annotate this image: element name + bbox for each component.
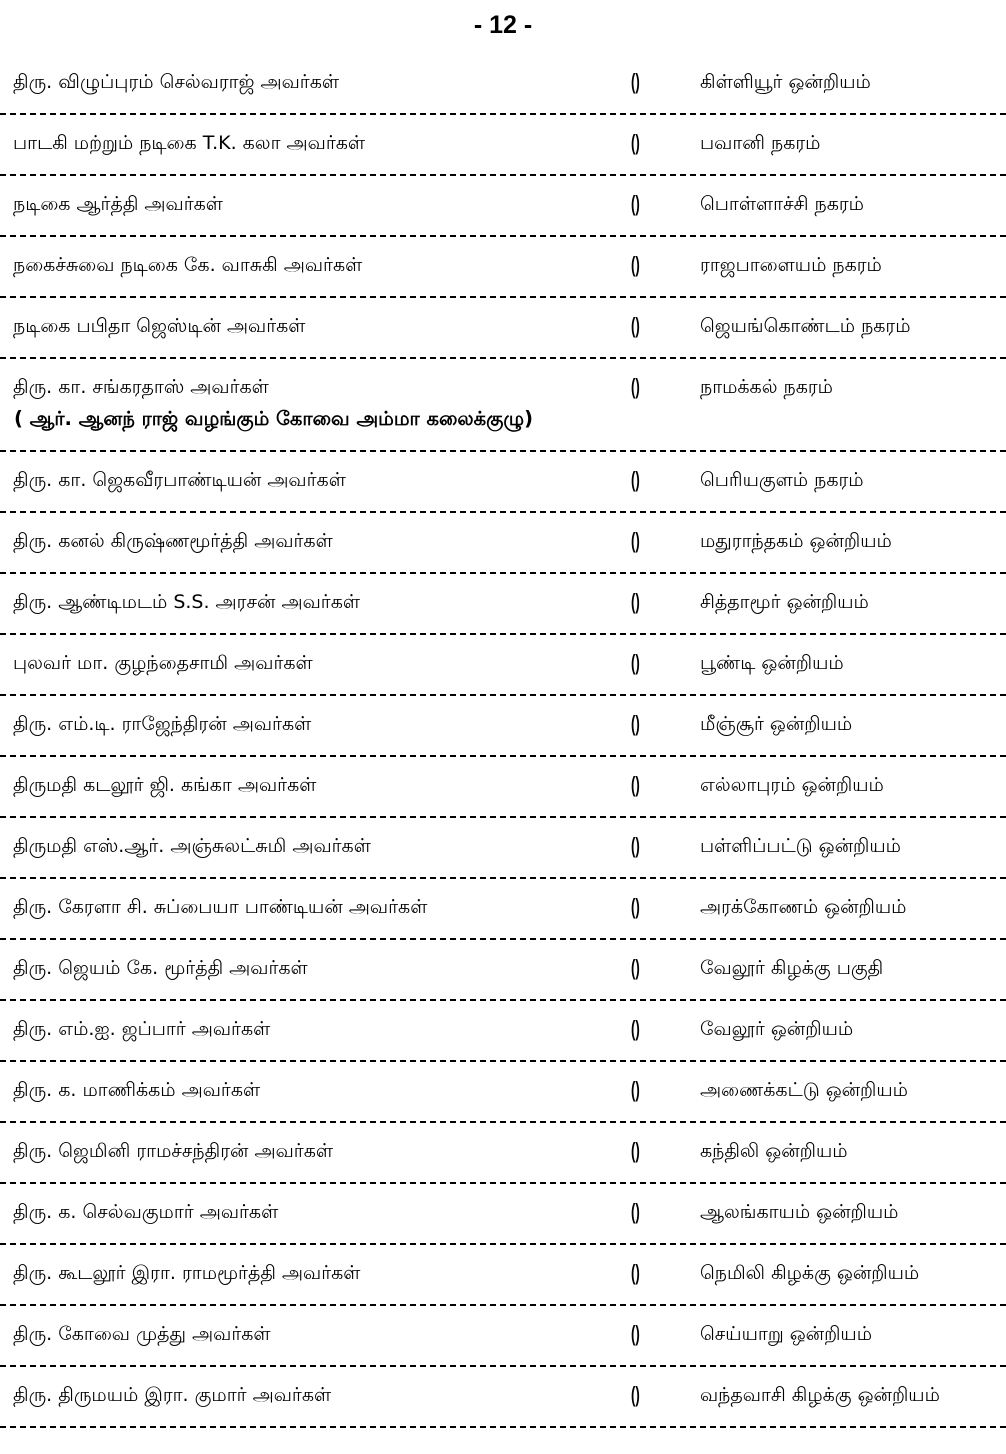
place-name: பொள்ளாச்சி நகரம் — [700, 193, 864, 215]
place-name: எல்லாபுரம் ஒன்றியம் — [700, 774, 884, 796]
separator-mark: () — [631, 650, 640, 675]
place-name: பூண்டி ஒன்றியம் — [700, 652, 844, 674]
page-number: - 12 - — [473, 11, 533, 39]
place-name: சித்தாமூர் ஒன்றியம் — [700, 591, 869, 613]
person-name: திரு. ஜெயம் கே. மூர்த்தி அவர்கள் — [13, 957, 308, 979]
place-name: கந்திலி ஒன்றியம் — [700, 1140, 848, 1162]
separator-mark: () — [631, 1199, 640, 1224]
person-name: திரு. ஆண்டிமடம் S.S. அரசன் அவர்கள் — [13, 591, 361, 613]
separator-mark: () — [631, 833, 640, 858]
person-name: திரு. க. மாணிக்கம் அவர்கள் — [13, 1079, 261, 1101]
place-name: அரக்கோணம் ஒன்றியம் — [700, 896, 907, 918]
separator-mark: () — [631, 1077, 640, 1102]
list-item — [0, 359, 1006, 452]
separator-mark: () — [631, 1321, 640, 1346]
list-item — [0, 1184, 1006, 1245]
person-name: திரு. கனல் கிருஷ்ணமூர்த்தி அவர்கள் — [13, 530, 333, 552]
person-name: நடிகை ஆர்த்தி அவர்கள் — [13, 193, 223, 215]
person-name: திரு. கோவை முத்து அவர்கள் — [13, 1323, 271, 1345]
place-name: நெமிலி கிழக்கு ஒன்றியம் — [700, 1262, 920, 1284]
list-item — [0, 1367, 1006, 1428]
place-name: அணைக்கட்டு ஒன்றியம் — [700, 1079, 908, 1101]
separator-mark: () — [631, 772, 640, 797]
separator-mark: () — [631, 1260, 640, 1285]
list-item — [0, 757, 1006, 818]
entry-list — [0, 54, 1006, 1428]
person-name: திரு. ஜெமினி ராமச்சந்திரன் அவர்கள் — [13, 1140, 333, 1162]
person-name: நடிகை பபிதா ஜெஸ்டின் அவர்கள் — [13, 315, 306, 337]
person-name: திரு. எம்.ஐ. ஜப்பார் அவர்கள் — [13, 1018, 271, 1040]
list-item — [0, 1062, 1006, 1123]
list-item — [0, 1245, 1006, 1306]
separator-mark: () — [631, 1016, 640, 1041]
person-name: நகைச்சுவை நடிகை கே. வாசுகி அவர்கள் — [13, 254, 363, 276]
list-item — [0, 635, 1006, 696]
list-item — [0, 176, 1006, 237]
place-name: வேலூர் ஒன்றியம் — [700, 1018, 854, 1040]
separator-mark: () — [631, 1382, 640, 1407]
place-name: வந்தவாசி கிழக்கு ஒன்றியம் — [700, 1384, 940, 1406]
list-item — [0, 115, 1006, 176]
place-name: மீஞ்சூர் ஒன்றியம் — [700, 713, 853, 735]
list-item — [0, 452, 1006, 513]
separator-mark: () — [631, 1138, 640, 1163]
separator-mark: () — [631, 191, 640, 216]
place-name: நாமக்கல் நகரம் — [700, 376, 833, 398]
separator-mark: () — [631, 252, 640, 277]
person-name: திரு. திருமயம் இரா. குமார் அவர்கள் — [13, 1384, 332, 1406]
person-name: திரு. எம்.டி. ராஜேந்திரன் அவர்கள் — [13, 713, 312, 735]
person-name: திருமதி எஸ்.ஆர். அஞ்சுலட்சுமி அவர்கள் — [13, 835, 371, 857]
place-name: பெரியகுளம் நகரம் — [700, 469, 864, 491]
list-item — [0, 298, 1006, 359]
person-name: புலவர் மா. குழந்தைசாமி அவர்கள் — [13, 652, 313, 674]
list-item — [0, 818, 1006, 879]
person-name: திரு. கூடலூர் இரா. ராமமூர்த்தி அவர்கள் — [13, 1262, 361, 1284]
list-item — [0, 1123, 1006, 1184]
list-item — [0, 574, 1006, 635]
separator-mark: () — [631, 467, 640, 492]
person-name: திரு. க. செல்வகுமார் அவர்கள் — [13, 1201, 279, 1223]
separator-mark: () — [631, 955, 640, 980]
list-item — [0, 513, 1006, 574]
person-name: திரு. விழுப்புரம் செல்வராஜ் அவர்கள் — [13, 71, 340, 93]
place-name: பள்ளிப்பட்டு ஒன்றியம் — [700, 835, 901, 857]
separator-mark: () — [631, 130, 640, 155]
place-name: ஆலங்காயம் ஒன்றியம் — [700, 1201, 899, 1223]
separator-mark: () — [631, 589, 640, 614]
list-item — [0, 696, 1006, 757]
person-name: திரு. கா. சங்கரதாஸ் அவர்கள் — [13, 376, 269, 398]
person-name: பாடகி மற்றும் நடிகை T.K. கலா அவர்கள் — [13, 132, 366, 154]
place-name: மதுராந்தகம் ஒன்றியம் — [700, 530, 892, 552]
list-item — [0, 879, 1006, 940]
separator-mark: () — [631, 313, 640, 338]
separator-mark: () — [631, 711, 640, 736]
person-name: திரு. கேரளா சி. சுப்பையா பாண்டியன் அவர்கள் — [13, 896, 428, 918]
list-item — [0, 1001, 1006, 1062]
person-name: திரு. கா. ஜெகவீரபாண்டியன் அவர்கள் — [13, 469, 346, 491]
separator-mark: () — [631, 894, 640, 919]
place-name: வேலூர் கிழக்கு பகுதி — [700, 957, 884, 979]
place-name: ராஜபாளையம் நகரம் — [700, 254, 882, 276]
troupe-note: ( ஆர். ஆனந் ராஜ் வழங்கும் கோவை அம்மா கலைக்குழு) — [14, 407, 534, 430]
place-name: கிள்ளியூர் ஒன்றியம் — [700, 71, 871, 93]
separator-mark: () — [631, 528, 640, 553]
place-name: பவானி நகரம் — [700, 132, 821, 154]
list-item — [0, 940, 1006, 1001]
separator-mark: () — [631, 69, 640, 94]
list-item — [0, 1306, 1006, 1367]
separator-mark: () — [631, 374, 640, 399]
list-item — [0, 54, 1006, 115]
list-item — [0, 237, 1006, 298]
person-name: திருமதி கடலூர் ஜி. கங்கா அவர்கள் — [13, 774, 317, 796]
place-name: செய்யாறு ஒன்றியம் — [700, 1323, 873, 1345]
place-name: ஜெயங்கொண்டம் நகரம் — [700, 315, 911, 337]
